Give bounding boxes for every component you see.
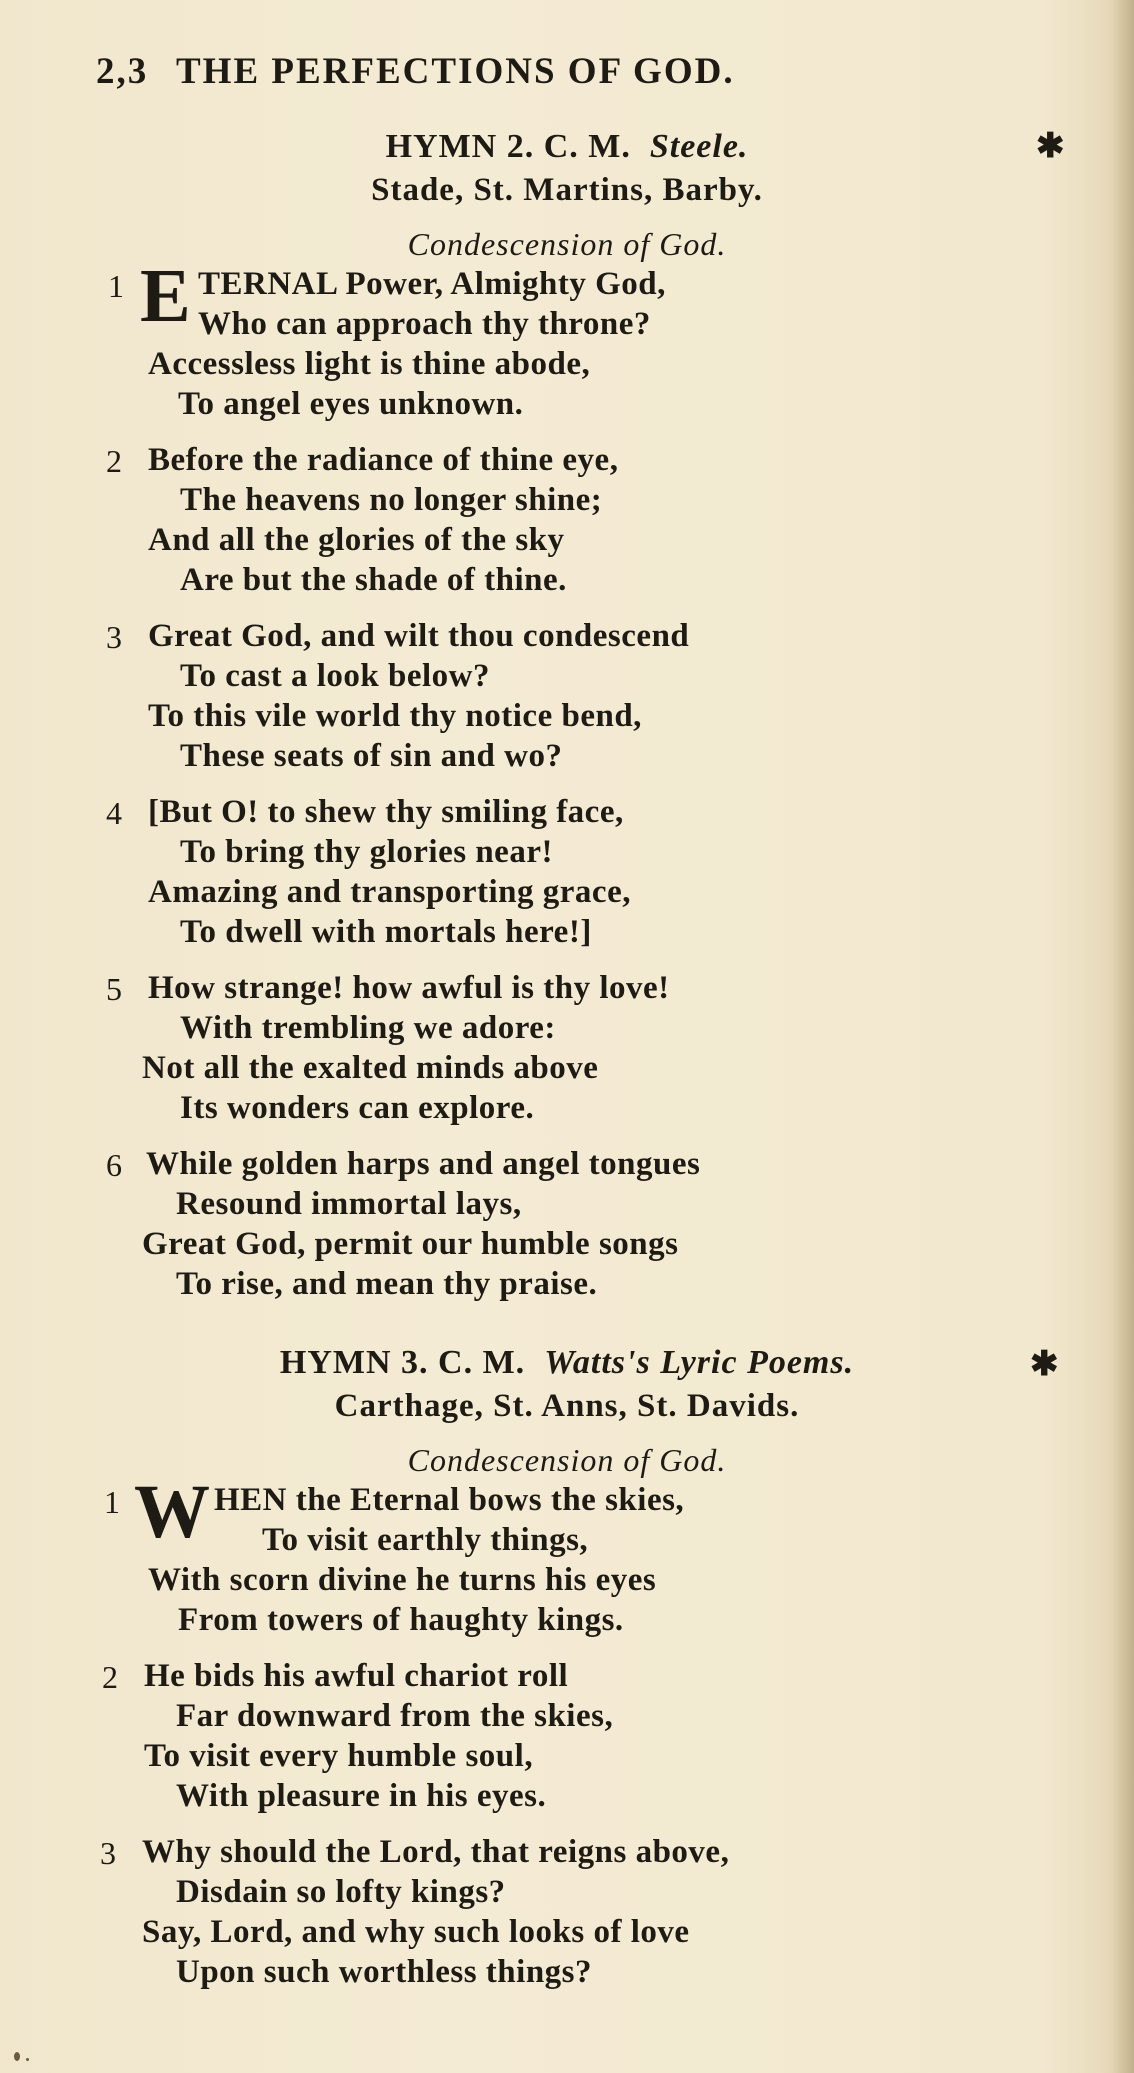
drop-cap: W bbox=[134, 1470, 210, 1554]
verse-line: Far downward from the skies, bbox=[176, 1698, 614, 1734]
verse-line: Disdain so lofty kings? bbox=[176, 1874, 506, 1910]
verse-line: Upon such worthless things? bbox=[176, 1954, 593, 1990]
verse-line: The heavens no longer shine; bbox=[180, 482, 603, 518]
verse-line: To dwell with mortals here!] bbox=[180, 914, 592, 950]
verse-number: 2 bbox=[106, 443, 122, 479]
verse-line: To visit every humble soul, bbox=[144, 1738, 534, 1774]
verse-line: To angel eyes unknown. bbox=[178, 386, 524, 422]
verse-line: Great God, and wilt thou condescend bbox=[148, 618, 690, 654]
verse-line: With scorn divine he turns his eyes bbox=[148, 1562, 657, 1598]
verse-line: While golden harps and angel tongues bbox=[146, 1146, 701, 1182]
asterism-ornament-icon: ✱ bbox=[1030, 1346, 1060, 1383]
verse-line: Before the radiance of thine eye, bbox=[148, 442, 619, 478]
verse-line: To cast a look below? bbox=[180, 658, 490, 694]
verse-line: With trembling we adore: bbox=[180, 1010, 556, 1046]
hymn-3-author: Watts's Lyric Poems. bbox=[544, 1344, 855, 1381]
verse-line: [But O! to shew thy smiling face, bbox=[148, 794, 624, 830]
hymn-2-heading bbox=[0, 128, 1134, 166]
ink-speck bbox=[14, 2052, 20, 2061]
hymn-3-number: HYMN 3. C. M. bbox=[279, 1344, 526, 1381]
page-number: 2,3 bbox=[96, 51, 149, 92]
verse-line: Accessless light is thine abode, bbox=[148, 346, 591, 382]
verse-number: 1 bbox=[108, 268, 124, 304]
verse-line: Why should the Lord, that reigns above, bbox=[142, 1834, 730, 1870]
verse-line: Say, Lord, and why such looks of love bbox=[142, 1914, 690, 1950]
verse-line: From towers of haughty kings. bbox=[178, 1602, 624, 1638]
verse-line: Its wonders can explore. bbox=[180, 1090, 535, 1126]
verse-line: To bring thy glories near! bbox=[180, 834, 553, 870]
verse-line: Are but the shade of thine. bbox=[180, 562, 567, 598]
hymn-3-tunes: Carthage, St. Anns, St. Davids. bbox=[334, 1388, 800, 1424]
verse-number: 2 bbox=[102, 1659, 118, 1695]
hymn-3-heading bbox=[0, 1344, 1134, 1382]
verse-number: 3 bbox=[106, 619, 122, 655]
verse-number: 5 bbox=[106, 971, 122, 1007]
drop-cap: E bbox=[140, 254, 191, 338]
verse-line: HEN the Eternal bows the skies, bbox=[214, 1482, 685, 1518]
verse-line: Who can approach thy throne? bbox=[198, 306, 651, 342]
ink-speck bbox=[26, 2058, 29, 2061]
verse-line: Amazing and transporting grace, bbox=[148, 874, 631, 910]
verse-number: 1 bbox=[104, 1484, 120, 1520]
hymn-2-tunes: Stade, St. Martins, Barby. bbox=[371, 172, 763, 208]
verse-line: To this vile world thy notice bend, bbox=[148, 698, 642, 734]
running-title: THE PERFECTIONS OF GOD. bbox=[176, 51, 735, 92]
hymn-2-number: HYMN 2. C. M. bbox=[385, 128, 631, 165]
verse-line: And all the glories of the sky bbox=[148, 522, 565, 558]
verse-line: TERNAL Power, Almighty God, bbox=[198, 266, 666, 302]
verse-line: These seats of sin and wo? bbox=[180, 738, 563, 774]
asterism-ornament-icon: ✱ bbox=[1036, 128, 1066, 165]
running-head bbox=[96, 50, 996, 93]
verse-number: 4 bbox=[106, 795, 122, 831]
verse-line: To rise, and mean thy praise. bbox=[176, 1266, 598, 1302]
verse-line: How strange! how awful is thy love! bbox=[148, 970, 670, 1006]
verse-line: Not all the exalted minds above bbox=[142, 1050, 599, 1086]
hymn-2-subject: Condescension of God. bbox=[407, 226, 727, 262]
verse-line: Resound immortal lays, bbox=[176, 1186, 522, 1222]
verse-line: To visit earthly things, bbox=[262, 1522, 589, 1558]
verse-line: With pleasure in his eyes. bbox=[176, 1778, 547, 1814]
hymn-2-author: Steele. bbox=[649, 128, 749, 165]
verse-line: Great God, permit our humble songs bbox=[142, 1226, 679, 1262]
page-edge-shadow bbox=[1112, 0, 1134, 2073]
verse-number: 3 bbox=[100, 1835, 116, 1871]
hymn-3-subject: Condescension of God. bbox=[407, 1442, 727, 1478]
verse-line: He bids his awful chariot roll bbox=[144, 1658, 569, 1694]
verse-number: 6 bbox=[106, 1147, 122, 1183]
